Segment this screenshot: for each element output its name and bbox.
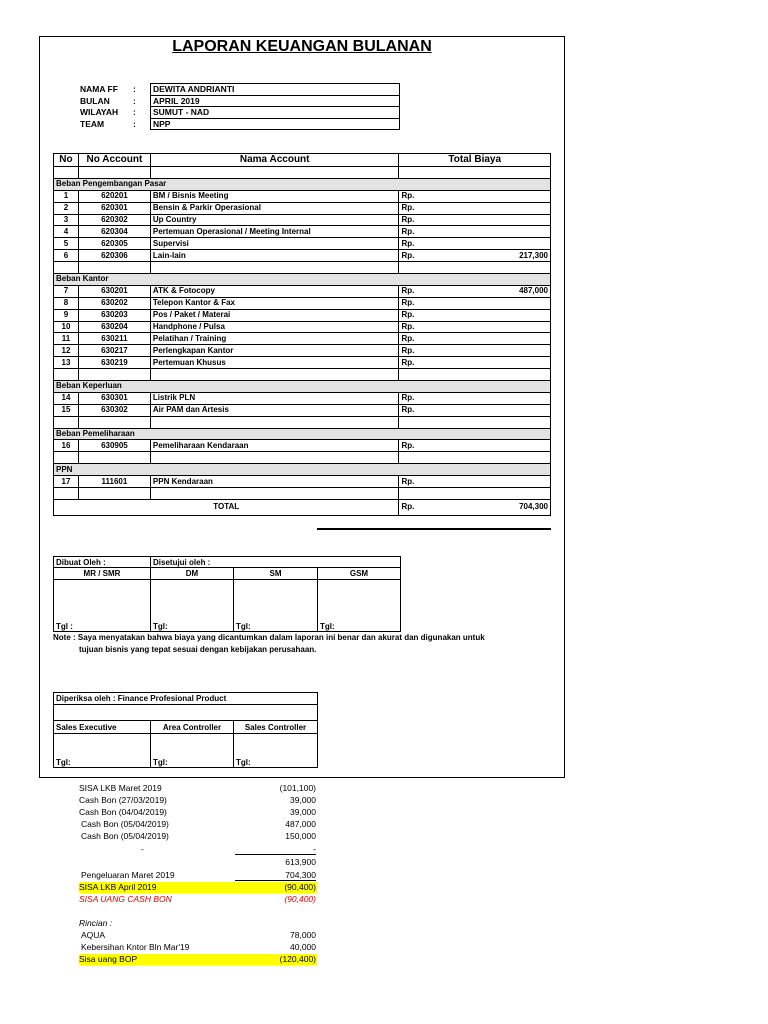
group-label: Beban Pemeliharaan bbox=[54, 428, 551, 440]
total-cost-cell bbox=[399, 226, 551, 238]
info-separator: : bbox=[133, 84, 136, 94]
note-text bbox=[53, 632, 485, 656]
sign-box-dm: Tgl: bbox=[151, 580, 234, 632]
group-row bbox=[54, 274, 551, 286]
table-row bbox=[54, 476, 551, 488]
table-row bbox=[54, 190, 551, 202]
check-table bbox=[53, 692, 318, 768]
spacer-cell bbox=[399, 262, 551, 274]
total-currency: Rp. bbox=[401, 502, 415, 512]
table-row bbox=[54, 404, 551, 416]
account-number: 620302 bbox=[78, 214, 150, 226]
account-name: Pertemuan Khusus bbox=[150, 357, 399, 369]
row-number: 16 bbox=[54, 440, 79, 452]
spacer-cell bbox=[150, 262, 399, 274]
account-name: Lain-lain bbox=[150, 250, 399, 262]
account-number: 620306 bbox=[78, 250, 150, 262]
account-number: 630302 bbox=[78, 404, 150, 416]
table-row bbox=[54, 392, 551, 404]
recon-value: 487,000 bbox=[285, 819, 316, 829]
group-label: PPN bbox=[54, 464, 551, 476]
account-number: 630202 bbox=[78, 297, 150, 309]
spacer-row bbox=[54, 416, 551, 428]
check-sign-se: Tgl: bbox=[54, 734, 151, 768]
table-row bbox=[54, 238, 551, 250]
spacer-row bbox=[54, 369, 551, 381]
total-cost-cell bbox=[399, 476, 551, 488]
spacer-cell bbox=[78, 262, 150, 274]
row-number: 9 bbox=[54, 309, 79, 321]
sisa-lkb-label: SISA LKB April 2019 bbox=[79, 882, 157, 892]
spacer-cell bbox=[399, 488, 551, 500]
row-number: 15 bbox=[54, 404, 79, 416]
currency-label: Rp. bbox=[401, 476, 415, 486]
currency-label: Rp. bbox=[401, 322, 415, 332]
account-number: 630211 bbox=[78, 333, 150, 345]
table-row bbox=[54, 309, 551, 321]
total-cost-cell bbox=[399, 202, 551, 214]
total-value: 704,300 bbox=[519, 502, 548, 512]
account-number: 630219 bbox=[78, 357, 150, 369]
row-number: 12 bbox=[54, 345, 79, 357]
table-row bbox=[54, 226, 551, 238]
cost-value: 217,300 bbox=[519, 250, 548, 260]
made-by-label: Dibuat Oleh : bbox=[54, 557, 151, 568]
spacer-cell bbox=[78, 488, 150, 500]
header-no-account: No Account bbox=[78, 154, 150, 167]
row-number: 7 bbox=[54, 285, 79, 297]
recon-subtotal: 613,900 bbox=[285, 857, 316, 867]
role-gsm: GSM bbox=[318, 568, 401, 580]
account-number: 630203 bbox=[78, 309, 150, 321]
spacer-cell bbox=[150, 488, 399, 500]
account-number: 630217 bbox=[78, 345, 150, 357]
account-name: Pelatihan / Training bbox=[150, 333, 399, 345]
total-cost-cell bbox=[399, 333, 551, 345]
account-name: Supervisi bbox=[150, 238, 399, 250]
recon-value: 39,000 bbox=[290, 807, 316, 817]
group-row bbox=[54, 178, 551, 190]
account-name: Bensin & Parkir Operasional bbox=[150, 202, 399, 214]
role-dm: DM bbox=[151, 568, 234, 580]
account-number: 620305 bbox=[78, 238, 150, 250]
recon-value: 150,000 bbox=[285, 831, 316, 841]
info-separator: : bbox=[133, 95, 136, 106]
total-cost-cell bbox=[399, 190, 551, 202]
checked-by-label: Diperiksa oleh : Finance Profesional Product bbox=[54, 693, 318, 705]
bop-value: (120,400) bbox=[279, 954, 316, 964]
expense-table bbox=[53, 153, 551, 516]
currency-label: Rp. bbox=[401, 238, 415, 248]
role-sm: SM bbox=[234, 568, 318, 580]
row-number: 13 bbox=[54, 357, 79, 369]
account-number: 620304 bbox=[78, 226, 150, 238]
header-nama-account: Nama Account bbox=[150, 154, 399, 167]
sign-box-sm: Tgl: bbox=[234, 580, 318, 632]
table-row bbox=[54, 214, 551, 226]
bop-label: Sisa uang BOP bbox=[79, 954, 138, 964]
sisa-lkb-value: (90,400) bbox=[284, 882, 316, 892]
role-sales-controller: Sales Controller bbox=[234, 721, 318, 734]
spacer-cell bbox=[54, 488, 79, 500]
table-row bbox=[54, 345, 551, 357]
account-number: 620201 bbox=[78, 190, 150, 202]
spacer-cell bbox=[78, 369, 150, 381]
rincian-label: Rincian : bbox=[79, 918, 113, 928]
currency-label: Rp. bbox=[401, 310, 415, 320]
spacer-cell bbox=[399, 452, 551, 464]
account-name: Pemeliharaan Kendaraan bbox=[150, 440, 399, 452]
account-name: Up Country bbox=[150, 214, 399, 226]
group-label: Beban Keperluan bbox=[54, 381, 551, 393]
info-separator: : bbox=[133, 119, 136, 129]
rincian-item-label: AQUA bbox=[81, 930, 106, 940]
info-value: SUMUT - NAD bbox=[150, 106, 400, 118]
row-number: 6 bbox=[54, 250, 79, 262]
account-name: Handphone / Pulsa bbox=[150, 321, 399, 333]
recon-label: Cash Bon (05/04/2019) bbox=[81, 831, 169, 841]
group-row bbox=[54, 381, 551, 393]
currency-label: Rp. bbox=[401, 203, 415, 213]
spacer-row bbox=[54, 488, 551, 500]
account-number: 630301 bbox=[78, 392, 150, 404]
table-row bbox=[54, 297, 551, 309]
subtotal-line bbox=[235, 854, 316, 855]
recon-dash: - bbox=[141, 844, 144, 854]
rincian-item-value: 78,000 bbox=[290, 930, 316, 940]
row-number: 17 bbox=[54, 476, 79, 488]
currency-label: Rp. bbox=[401, 215, 415, 224]
spacer-cell bbox=[54, 452, 79, 464]
account-number: 620301 bbox=[78, 202, 150, 214]
row-number: 2 bbox=[54, 202, 79, 214]
spacer-row bbox=[54, 452, 551, 464]
sisa-uang-label: SISA UANG CASH BON bbox=[79, 894, 172, 904]
note-line-1: Note : Saya menyatakan bahwa biaya yang dicantumkan dalam laporan ini benar dan akurat dan digunakan untuk bbox=[53, 633, 485, 642]
total-cost-cell bbox=[399, 297, 551, 309]
row-number: 4 bbox=[54, 226, 79, 238]
total-cost-cell bbox=[399, 238, 551, 250]
table-row bbox=[54, 321, 551, 333]
total-cost-cell bbox=[399, 309, 551, 321]
account-number: 630204 bbox=[78, 321, 150, 333]
recon-label: SISA LKB Maret 2019 bbox=[79, 783, 162, 793]
role-area-controller: Area Controller bbox=[151, 721, 234, 734]
row-number: 1 bbox=[54, 190, 79, 202]
spacer-cell bbox=[399, 416, 551, 428]
approved-by-label: Disetujui oleh : bbox=[151, 557, 401, 568]
table-row bbox=[54, 357, 551, 369]
currency-label: Rp. bbox=[401, 345, 415, 355]
recon-label: Cash Bon (27/03/2019) bbox=[79, 795, 167, 805]
spacer-cell bbox=[54, 369, 79, 381]
report-title: LAPORAN KEUANGAN BULANAN bbox=[172, 38, 432, 55]
total-cost-cell bbox=[399, 440, 551, 452]
spacer-cell bbox=[150, 369, 399, 381]
row-number: 5 bbox=[54, 238, 79, 250]
spacer-cell bbox=[54, 416, 79, 428]
info-value: APRIL 2019 bbox=[150, 95, 400, 107]
spacer-cell bbox=[399, 167, 551, 179]
row-number: 3 bbox=[54, 214, 79, 226]
group-row bbox=[54, 464, 551, 476]
table-row bbox=[54, 440, 551, 452]
spacer-cell bbox=[150, 167, 399, 179]
info-label: WILAYAH bbox=[80, 107, 119, 117]
currency-label: Rp. bbox=[401, 405, 415, 415]
pengeluaran-value: 704,300 bbox=[285, 870, 316, 880]
info-separator: : bbox=[133, 107, 136, 117]
group-row bbox=[54, 428, 551, 440]
role-mr-smr: MR / SMR bbox=[54, 568, 151, 580]
account-name: Listrik PLN bbox=[150, 392, 399, 404]
total-cost-cell bbox=[399, 357, 551, 369]
account-number: 630201 bbox=[78, 285, 150, 297]
account-name: Perlengkapan Kantor bbox=[150, 345, 399, 357]
recon-value: 39,000 bbox=[290, 795, 316, 805]
currency-label: Rp. bbox=[401, 333, 415, 343]
recon-label: Cash Bon (04/04/2019) bbox=[79, 807, 167, 817]
account-name: BM / Bisnis Meeting bbox=[150, 190, 399, 202]
rincian-item-value: 40,000 bbox=[290, 942, 316, 952]
total-cost-cell bbox=[399, 392, 551, 404]
total-cost-cell bbox=[399, 214, 551, 226]
total-value-cell bbox=[399, 499, 551, 515]
spacer-cell bbox=[150, 416, 399, 428]
total-label: TOTAL bbox=[54, 499, 399, 515]
account-name: Pertemuan Operasional / Meeting Internal bbox=[150, 226, 399, 238]
spacer-cell bbox=[78, 416, 150, 428]
total-cost-cell bbox=[399, 345, 551, 357]
pengeluaran-label: Pengeluaran Maret 2019 bbox=[81, 870, 175, 880]
cost-value: 487,000 bbox=[519, 286, 548, 296]
currency-label: Rp. bbox=[401, 298, 415, 308]
note-line-2: tujuan bisnis yang tepat sesuai dengan kebijakan perusahaan. bbox=[79, 645, 317, 654]
sign-box-gsm: Tgl: bbox=[318, 580, 401, 632]
recon-value: (101,100) bbox=[279, 783, 316, 793]
currency-label: Rp. bbox=[401, 191, 415, 201]
currency-label: Rp. bbox=[401, 286, 415, 296]
total-cost-cell bbox=[399, 250, 551, 262]
signature-line bbox=[317, 528, 551, 530]
spacer-row bbox=[54, 167, 551, 179]
sisa-uang-value: (90,400) bbox=[284, 894, 316, 904]
currency-label: Rp. bbox=[401, 250, 415, 260]
sign-box-mr: Tgl : bbox=[54, 580, 151, 632]
info-value: DEWITA ANDRIANTI bbox=[150, 83, 400, 95]
header-total-biaya: Total Biaya bbox=[399, 154, 551, 167]
account-name: ATK & Fotocopy bbox=[150, 285, 399, 297]
account-name: Pos / Paket / Materai bbox=[150, 309, 399, 321]
table-header-row bbox=[54, 154, 551, 167]
currency-label: Rp. bbox=[401, 226, 415, 236]
total-cost-cell bbox=[399, 285, 551, 297]
account-name: Telepon Kantor & Fax bbox=[150, 297, 399, 309]
info-label: NAMA FF bbox=[80, 84, 118, 94]
total-row bbox=[54, 499, 551, 515]
info-value: NPP bbox=[150, 118, 400, 130]
rincian-item-label: Kebersihan Kntor Bln Mar'19 bbox=[81, 942, 190, 952]
total-line bbox=[235, 880, 316, 881]
row-number: 14 bbox=[54, 392, 79, 404]
row-number: 8 bbox=[54, 297, 79, 309]
account-name: PPN Kendaraan bbox=[150, 476, 399, 488]
info-label: BULAN bbox=[80, 95, 110, 106]
currency-label: Rp. bbox=[401, 357, 415, 367]
check-sign-ac: Tgl: bbox=[151, 734, 234, 768]
spacer-cell bbox=[54, 262, 79, 274]
total-cost-cell bbox=[399, 321, 551, 333]
spacer-row bbox=[54, 262, 551, 274]
currency-label: Rp. bbox=[401, 393, 415, 403]
table-row bbox=[54, 333, 551, 345]
group-label: Beban Kantor bbox=[54, 274, 551, 286]
approval-table bbox=[53, 556, 401, 632]
recon-dash-value: - bbox=[313, 844, 316, 854]
total-cost-cell bbox=[399, 404, 551, 416]
account-number: 111601 bbox=[78, 476, 150, 488]
row-number: 10 bbox=[54, 321, 79, 333]
table-row bbox=[54, 202, 551, 214]
currency-label: Rp. bbox=[401, 440, 415, 450]
row-number: 11 bbox=[54, 333, 79, 345]
role-sales-executive: Sales Executive bbox=[54, 721, 151, 734]
spacer-cell bbox=[78, 167, 150, 179]
spacer-cell bbox=[78, 452, 150, 464]
table-row bbox=[54, 285, 551, 297]
account-name: Air PAM dan Artesis bbox=[150, 404, 399, 416]
table-row bbox=[54, 250, 551, 262]
check-blank-row bbox=[54, 705, 318, 721]
spacer-cell bbox=[399, 369, 551, 381]
spacer-cell bbox=[54, 167, 79, 179]
group-label: Beban Pengembangan Pasar bbox=[54, 178, 551, 190]
spacer-cell bbox=[150, 452, 399, 464]
account-number: 630905 bbox=[78, 440, 150, 452]
info-label: TEAM bbox=[80, 119, 105, 129]
check-sign-sc: Tgl: bbox=[234, 734, 318, 768]
header-no: No bbox=[54, 154, 79, 167]
recon-label: Cash Bon (05/04/2019) bbox=[81, 819, 169, 829]
